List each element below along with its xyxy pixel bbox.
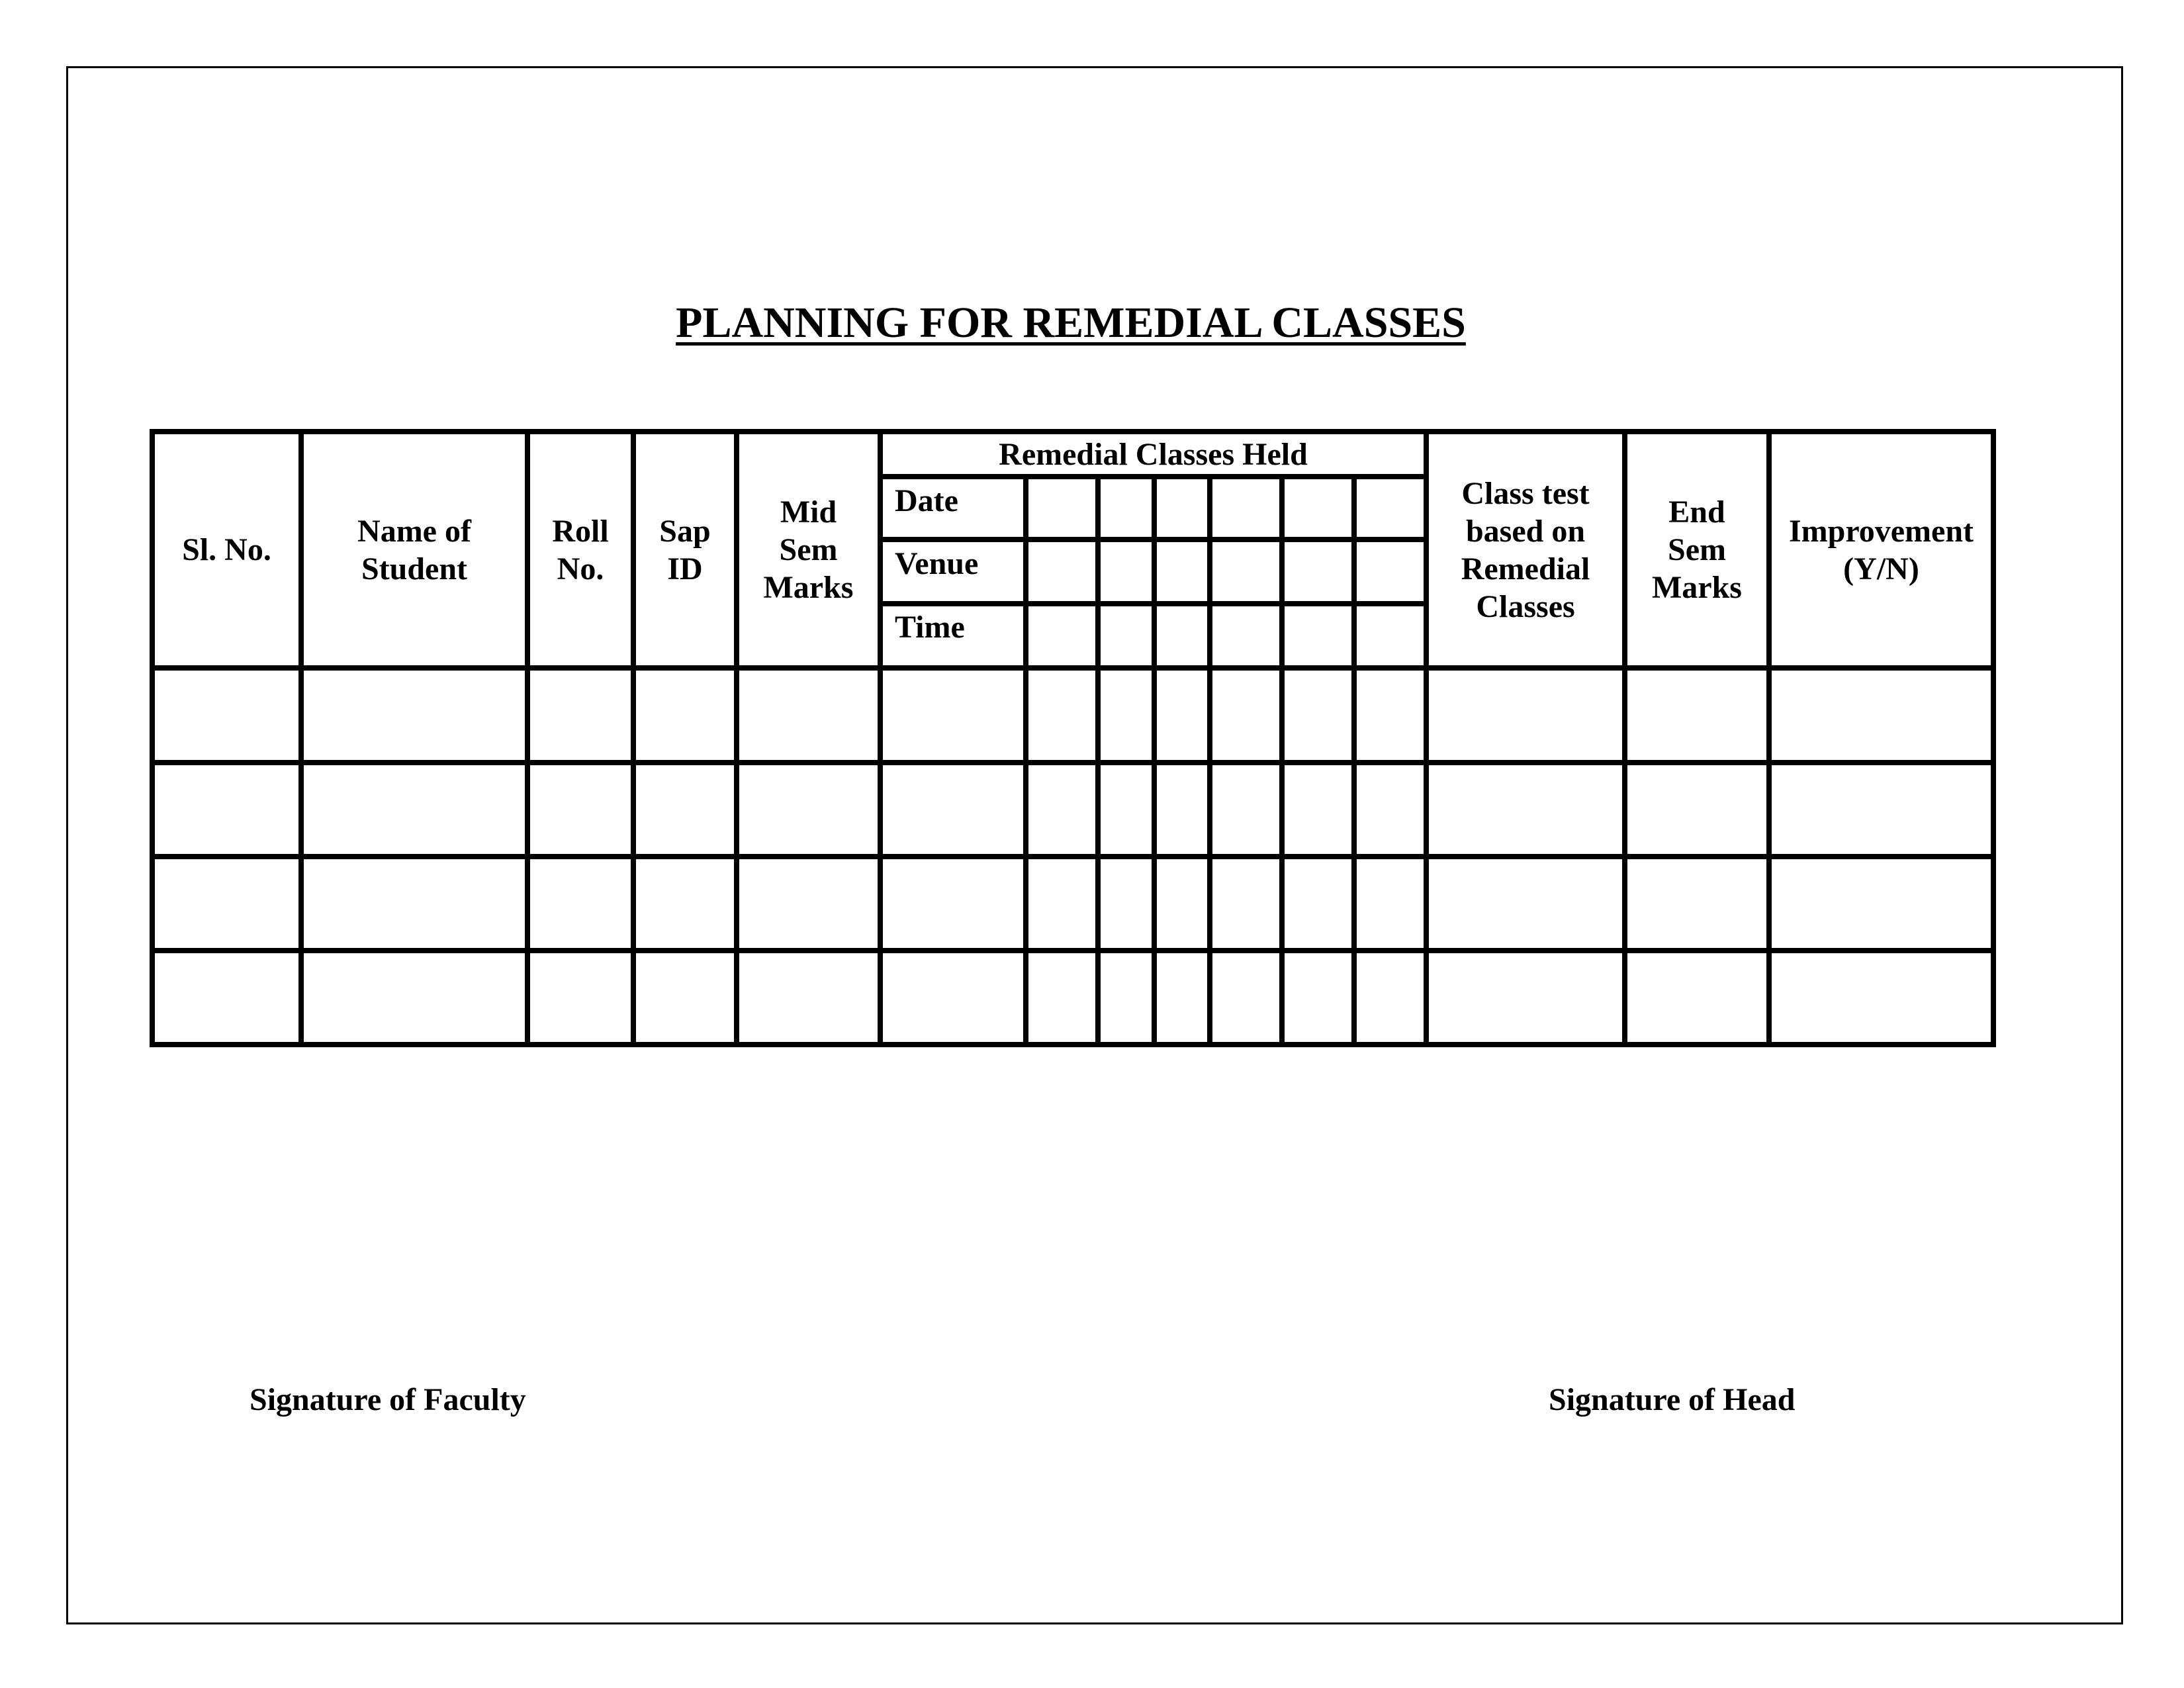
label-time: Time <box>895 610 965 645</box>
header-sap-id: Sap ID <box>659 513 711 586</box>
header-remedial-classes-held: Remedial Classes Held <box>999 436 1308 472</box>
page-title: PLANNING FOR REMEDIAL CLASSES <box>676 299 1466 347</box>
header-name-of-student: Name of Student <box>357 513 471 586</box>
signature-head-label: Signature of Head <box>1549 1382 1796 1417</box>
header-roll-no: Roll No. <box>552 513 609 586</box>
label-date: Date <box>895 483 958 518</box>
header-class-test: Class test based on Remedial Classes <box>1461 475 1590 624</box>
signature-faculty-label: Signature of Faculty <box>250 1382 526 1417</box>
header-mid-sem-marks: Mid Sem Marks <box>763 494 854 605</box>
header-end-sem-marks: End Sem Marks <box>1652 494 1742 605</box>
header-sl-no: Sl. No. <box>182 532 271 567</box>
label-venue: Venue <box>895 546 979 581</box>
header-improvement: Improvement (Y/N) <box>1788 513 1974 586</box>
